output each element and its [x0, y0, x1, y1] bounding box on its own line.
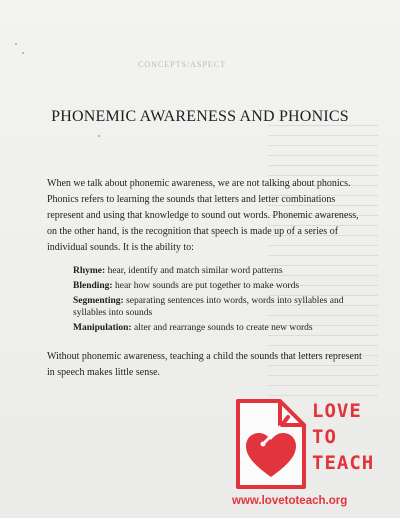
page-title: PHONEMIC AWARENESS AND PHONICS — [51, 108, 349, 125]
logo-word-teach: TEACH — [312, 452, 375, 474]
intro-paragraph: When we talk about phonemic awareness, we are not talking about phonics. Phonics refers to learning the sounds that letters and letter combinations represent and using that knowledge to sound out words. Phonemic awareness, on the other hand, is the recognition that speech is made up of a series of individual sounds. It is the ability to: — [47, 178, 359, 253]
love-to-teach-logo[interactable] — [232, 395, 400, 518]
list-text: hear, identify and match similar word patterns — [105, 266, 283, 276]
list-term: Rhyme: — [73, 266, 106, 276]
list-term: Segmenting: — [73, 296, 124, 306]
list-item — [73, 295, 353, 319]
faint-header: CONCEPTS/ASPECT — [138, 60, 226, 69]
logo-url-link[interactable]: www.lovetoteach.org — [232, 495, 348, 507]
list-item — [73, 280, 353, 292]
list-term: Blending: — [73, 281, 113, 291]
skills-list — [73, 265, 353, 337]
list-item — [73, 322, 353, 334]
list-text: separating sentences into words, words into syllables and syllables into sounds — [73, 296, 344, 318]
list-text: alter and rearrange sounds to create new words — [131, 323, 313, 333]
closing-paragraph: Without phonemic awareness, teaching a child the sounds that letters represent in speech makes little sense. — [47, 351, 362, 378]
logo-word-love: LOVE — [312, 400, 362, 422]
list-item — [73, 265, 353, 277]
document-heart-icon — [232, 395, 312, 493]
logo-word-to: TO — [312, 426, 337, 448]
list-text: hear how sounds are put together to make words — [112, 281, 300, 291]
list-term: Manipulation: — [73, 323, 132, 333]
